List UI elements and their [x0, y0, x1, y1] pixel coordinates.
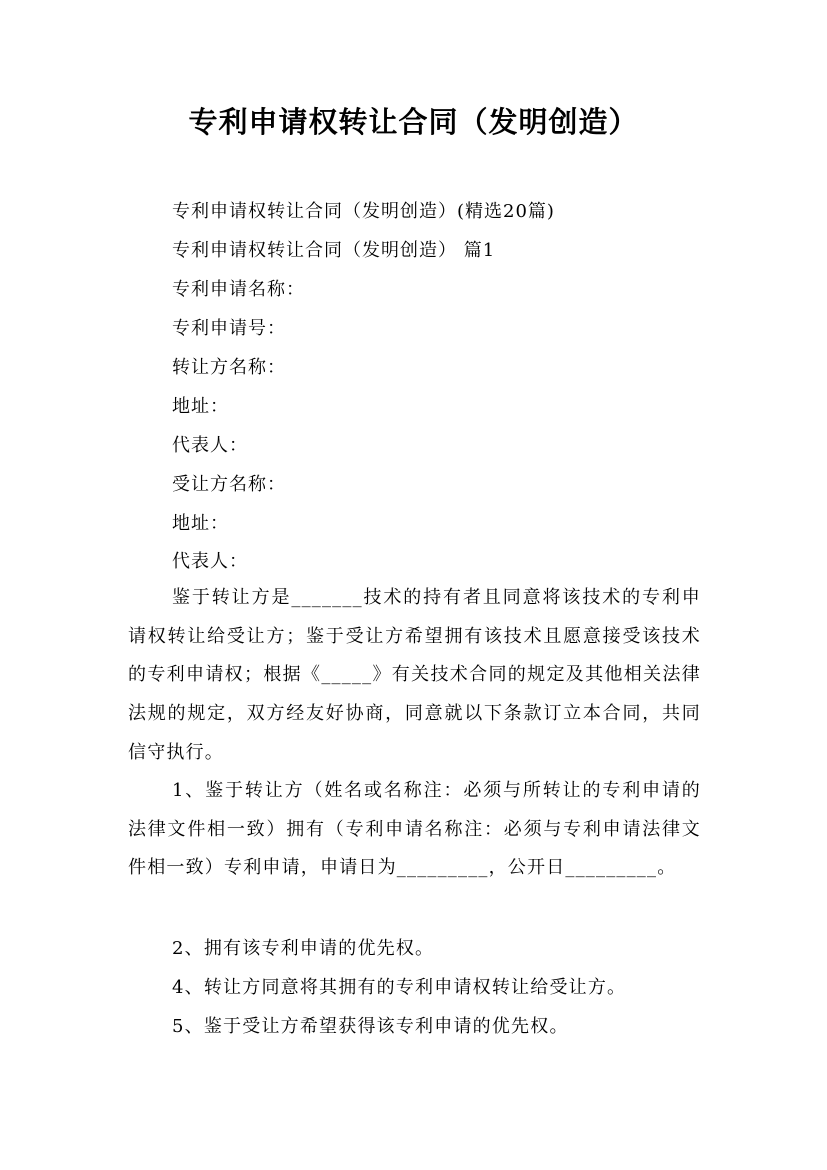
field-transferee-name: 受让方名称： — [172, 474, 286, 495]
field-transferee-representative: 代表人： — [172, 551, 248, 572]
section-heading: 专利申请权转让合同（发明创造） 篇1 — [172, 240, 496, 261]
field-patent-number: 专利申请号： — [172, 318, 286, 339]
document-title: 专利申请权转让合同（发明创造） — [188, 105, 639, 139]
field-patent-name: 专利申请名称： — [172, 279, 305, 300]
paragraph-clause-1: 1、鉴于转让方（姓名或名称注：必须与所转让的专利申请的法律文件相一致）拥有（专利申请名称注：必须与专利申请法律文件相一致）专利申请，申请日为_________，公开日_________。 — [128, 780, 701, 879]
field-transferor-address: 地址： — [172, 396, 229, 417]
field-transferee-address: 地址： — [172, 513, 229, 534]
clause-4: 4、转让方同意将其拥有的专利申请权转让给受让方。 — [172, 977, 627, 998]
clause-2: 2、拥有该专利申请的优先权。 — [172, 938, 435, 959]
field-transferor-name: 转让方名称： — [172, 357, 286, 378]
field-transferor-representative: 代表人： — [172, 435, 248, 456]
doc-subtitle: 专利申请权转让合同（发明创造）(精选20篇) — [172, 201, 555, 222]
paragraph-preamble: 鉴于转让方是_______技术的持有者且同意将该技术的专利申请权转让给受让方；鉴于受让方希望拥有该技术且愿意接受该技术的专利申请权；根据《_____》有关技术合同的规定及其他相关法律法规的规定，双方经友好协商，同意就以下条款订立本合同，共同信守执行。 — [128, 587, 701, 763]
clause-5: 5、鉴于受让方希望获得该专利申请的优先权。 — [172, 1016, 569, 1037]
